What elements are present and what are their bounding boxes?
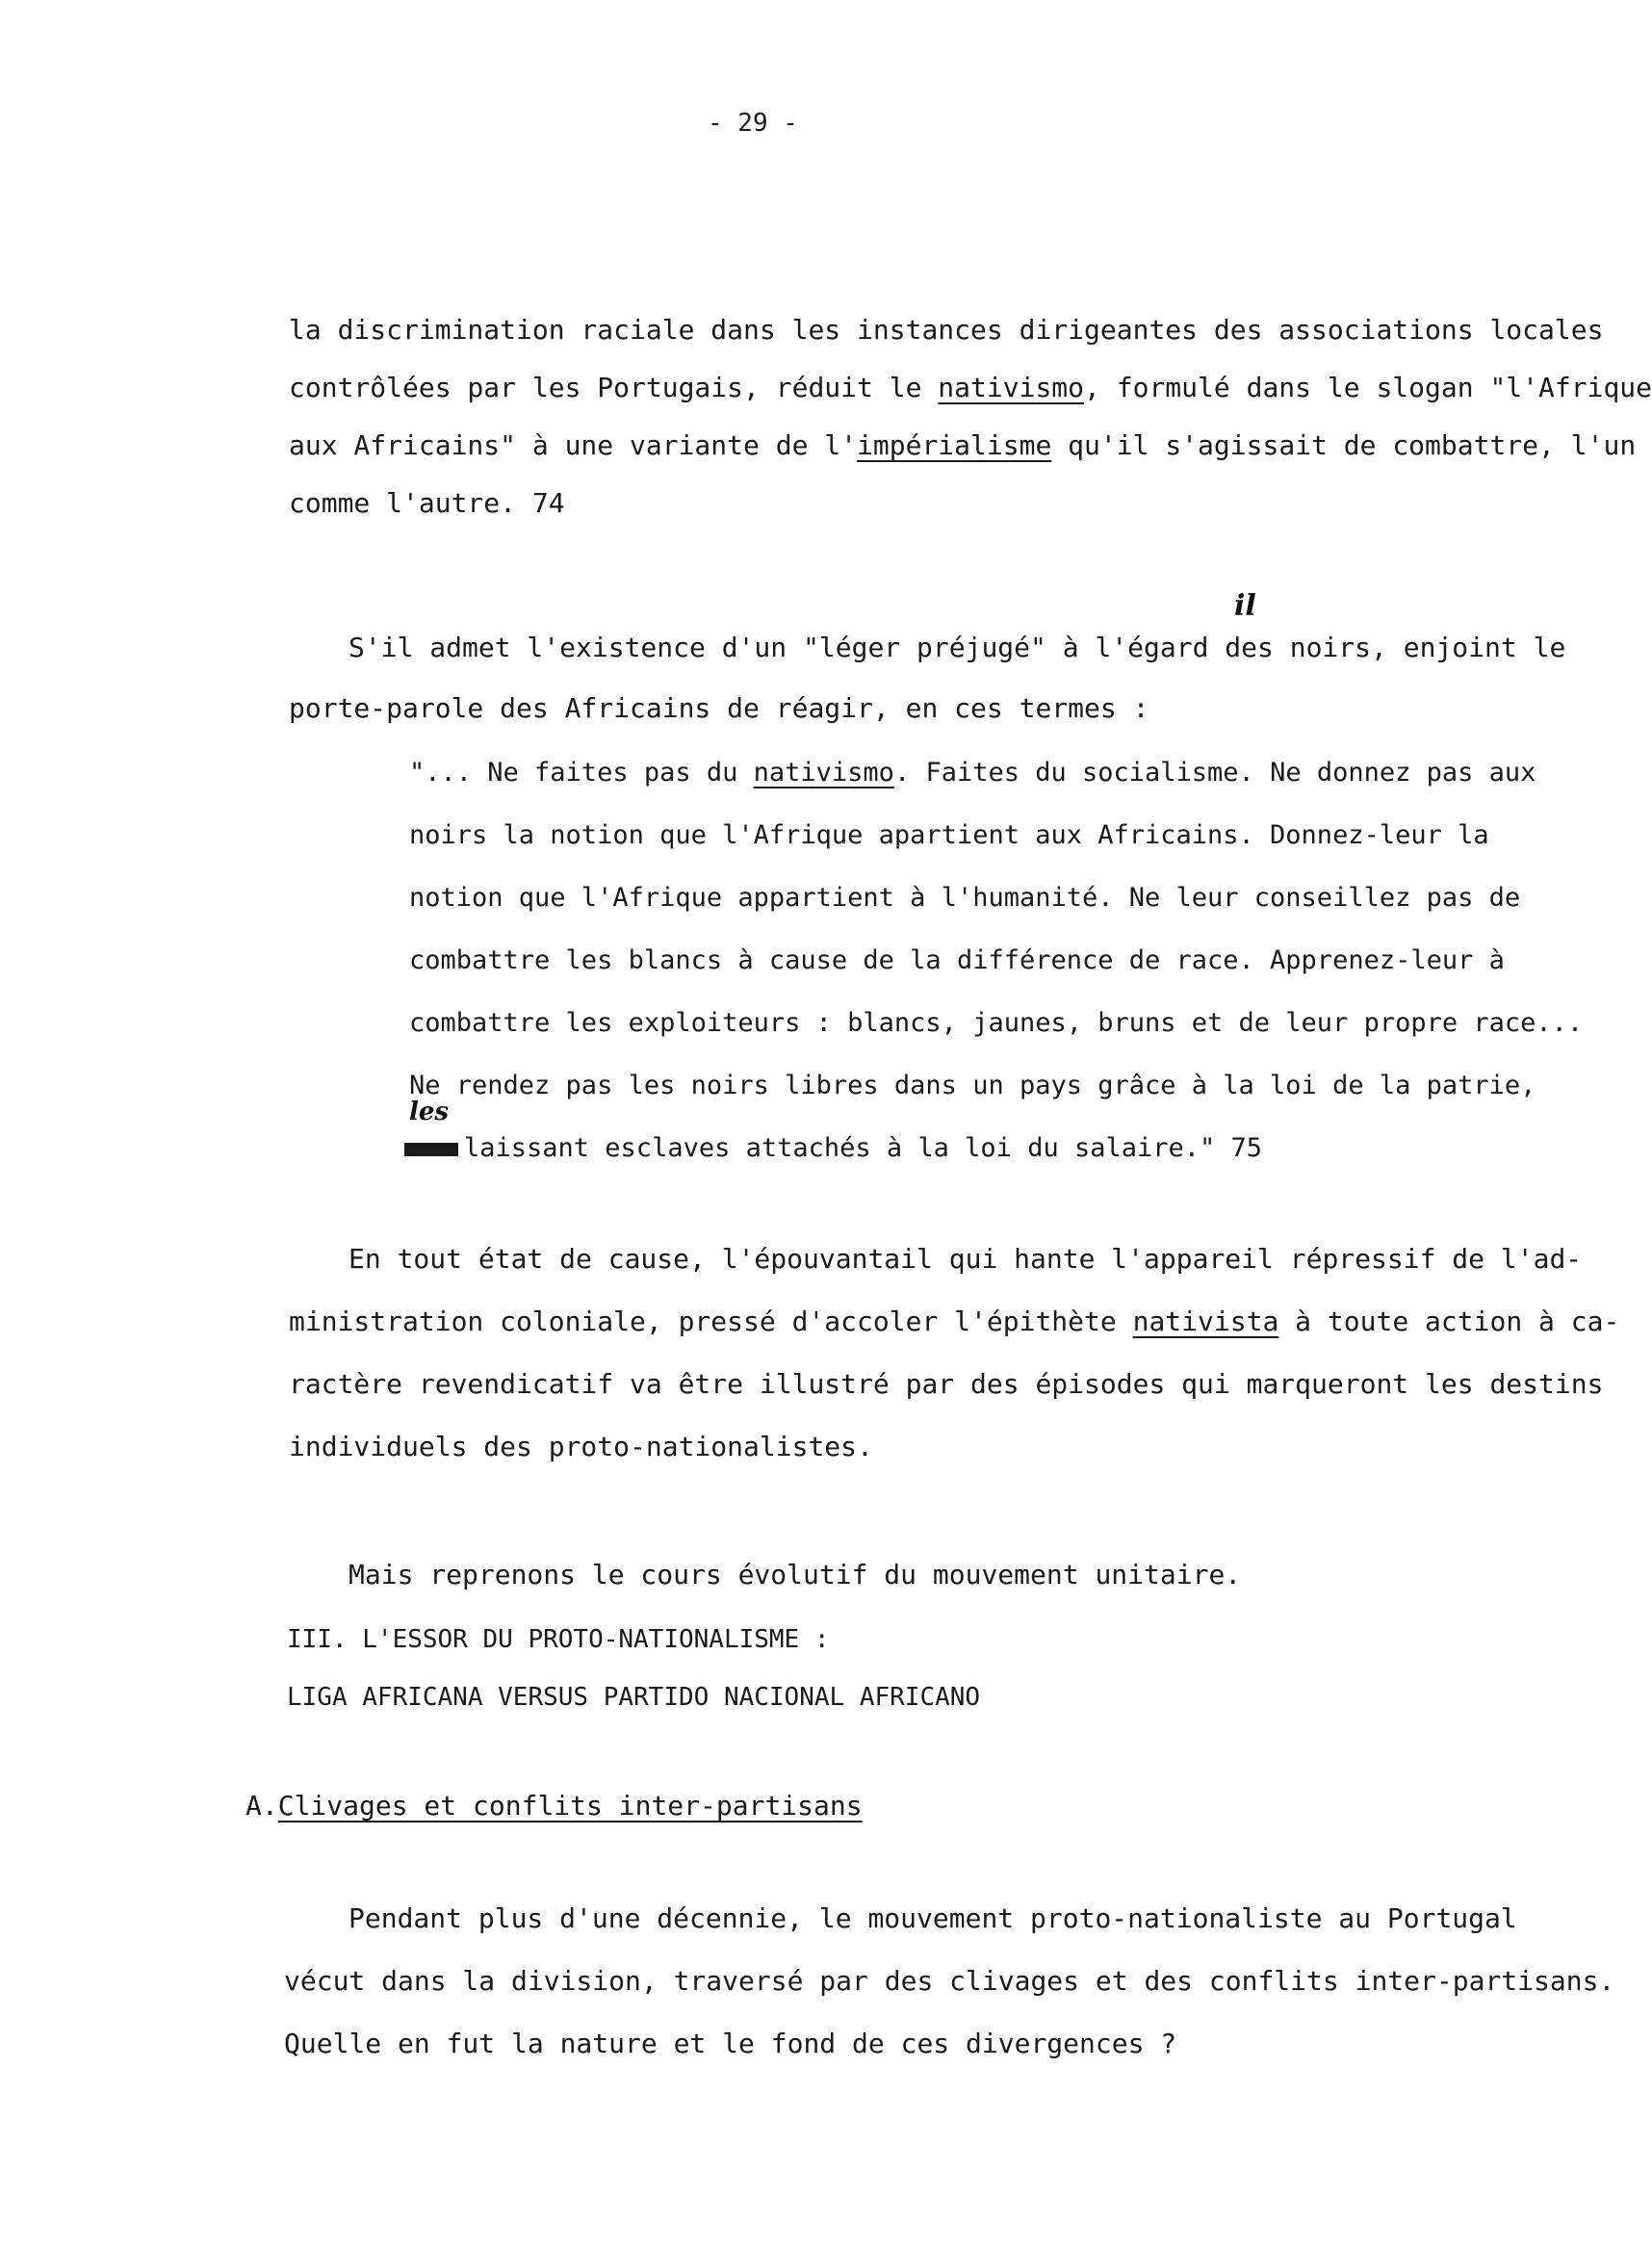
quote-line-4: combattre les blancs à cause de la différence de race. Apprenez-leur à [409,945,1505,975]
para1-line-3: aux Africains" à une variante de l'impérialisme qu'il s'agissait de combattre, l'un [289,429,1637,461]
handwritten-les: les [409,1098,450,1126]
section-heading-iii-subtitle: LIGA AFRICANA VERSUS PARTIDO NACIONAL AFRICANO [287,1683,981,1712]
term-nativismo-quote: nativismo [753,758,894,788]
handwritten-il: il [1234,589,1256,623]
page-number: - 29 - [708,109,798,138]
para5-line-1: Pendant plus d'une décennie, le mouvement proto-nationaliste au Portugal [348,1902,1517,1934]
para3-line-4: individuels des proto-nationalistes. [289,1431,873,1462]
para5-line-2: vécut dans la division, traversé par des clivages et des conflits inter-partisans. [284,1965,1615,1997]
term-nativista: nativista [1132,1305,1279,1337]
quote-line-2: noirs la notion que l'Afrique apartient aux Africains. Donnez-leur la [409,820,1489,850]
para4: Mais reprenons le cours évolutif du mouvement unitaire. [348,1559,1242,1590]
quote-line-5: combattre les exploiteurs : blancs, jaunes, bruns et de leur propre race... [409,1008,1584,1038]
quote-line-3: notion que l'Afrique appartient à l'humanité. Ne leur conseillez pas de [409,883,1521,913]
section-a-title: Clivages et conflits inter-partisans [277,1790,863,1822]
para3-line-2: ministration coloniale, pressé d'accoler l'épithète nativista à toute action à ca- [289,1305,1620,1337]
para5-line-3: Quelle en fut la nature et le fond de ces divergences ? [284,2028,1177,2059]
para3-line-3: ractère revendicatif va être illustré par des épisodes qui marqueront les destins [289,1368,1604,1400]
para1-line-1: la discrimination raciale dans les instances dirigeantes des associations locales [289,314,1604,346]
section-a-heading [245,1789,863,1823]
para1-line-2: contrôlées par les Portugais, réduit le nativismo, formulé dans le slogan "l'Afrique [289,372,1652,403]
quote-line-1: "... Ne faites pas du nativismo. Faites du socialisme. Ne donnez pas aux [409,758,1536,788]
quote-line-7: laissant esclaves attachés à la loi du salaire." 75 [404,1131,1262,1166]
quote-line-6: Ne rendez pas les noirs libres dans un pays grâce à la loi de la patrie, [409,1071,1536,1100]
para2-line-2: porte-parole des Africains de réagir, en ces termes : [289,692,1149,724]
term-nativismo: nativismo [938,372,1085,403]
section-a-letter: A. [245,1790,278,1822]
para1-line-4: comme l'autre. 74 [289,487,565,519]
crossed-out-word [404,1143,458,1156]
para2-line-1: S'il admet l'existence d'un "léger préjugé" à l'égard des noirs, enjoint le [348,632,1566,663]
section-heading-iii: III. L'ESSOR DU PROTO-NATIONALISME : [287,1625,830,1654]
para3-line-1: En tout état de cause, l'épouvantail qui hante l'appareil répressif de l'ad- [348,1243,1583,1275]
term-imperialisme: impérialisme [857,429,1052,461]
